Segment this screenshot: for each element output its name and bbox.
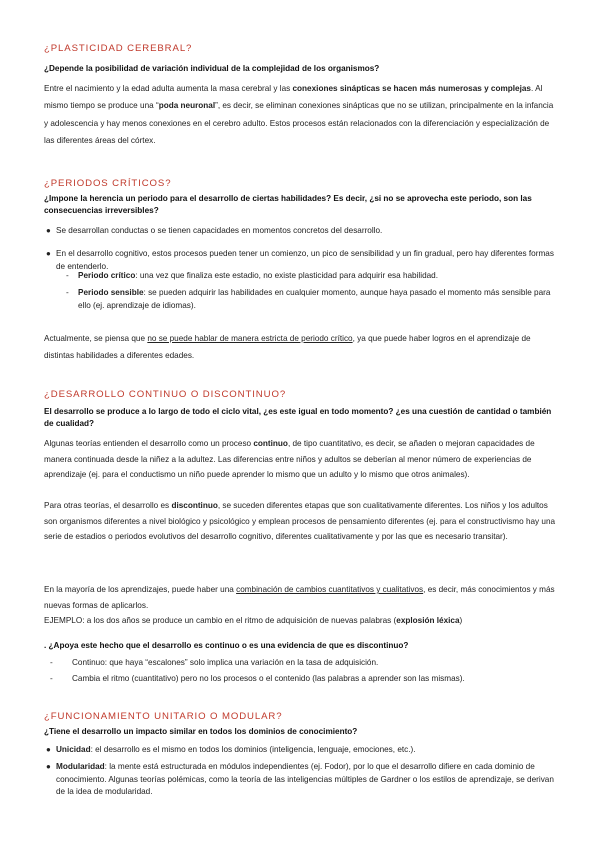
section-heading-funcionamiento: ¿FUNCIONAMIENTO UNITARIO O MODULAR? bbox=[44, 711, 283, 722]
dash-icon: - bbox=[66, 288, 69, 297]
text-run: EJEMPLO: a los dos años se produce un cambio en el ritmo de adquisición de nuevas palabras ( bbox=[44, 616, 397, 625]
list-item-text: Se desarrollan conductas o se tienen capacidades en momentos concretos del desarrollo. bbox=[56, 226, 383, 235]
bullet-icon: ● bbox=[46, 745, 51, 754]
paragraph-continuo bbox=[44, 436, 556, 483]
text-run: Actualmente, se piensa que bbox=[44, 334, 148, 343]
sub-list-item bbox=[66, 286, 556, 312]
list-item-text: Cambia el ritmo (cuantitativo) pero no los procesos o el contenido (las palabras a aprender son las mismas). bbox=[72, 674, 465, 683]
bullet-icon: ● bbox=[46, 249, 51, 258]
text-run: Entre el nacimiento y la edad adulta aumenta la masa cerebral y las bbox=[44, 84, 293, 93]
bold-run: continuo bbox=[253, 439, 288, 448]
text-run: ”, es decir, se eliminan conexiones sinápticas que no se utilizan, principalmente en la infancia y adolescencia y hay menos conexiones en el cerebro adulto. Estos procesos están relacionados con la diferenciación y especialización de las diferentes áreas del córtex. bbox=[44, 101, 554, 145]
paragraph-combinacion bbox=[44, 582, 556, 613]
dash-icon: - bbox=[66, 271, 69, 280]
list-item bbox=[46, 744, 556, 757]
dash-list-item bbox=[50, 657, 556, 669]
term-label: Periodo crítico bbox=[78, 271, 136, 280]
section-heading-desarrollo: ¿DESARROLLO CONTINUO O DISCONTINUO? bbox=[44, 389, 287, 400]
list-item bbox=[46, 761, 556, 799]
list-item-text: En el desarrollo cognitivo, estos procesos pueden tener un comienzo, un pico de sensibilidad y un fin gradual, pero hay diferentes formas de entenderlo. bbox=[56, 249, 554, 271]
dash-list-item bbox=[50, 673, 556, 685]
underlined-run: combinación de cambios cuantitativos y cualitativos bbox=[236, 585, 424, 594]
bold-run: conexiones sinápticas se hacen más numerosas y complejas bbox=[292, 84, 531, 93]
bullet-icon: ● bbox=[46, 226, 51, 235]
text-run: En la mayoría de los aprendizajes, puede haber una bbox=[44, 585, 237, 594]
term-label: Periodo sensible bbox=[78, 288, 144, 297]
section-question: ¿Tiene el desarrollo un impacto similar en todos los dominios de conocimiento? bbox=[44, 727, 358, 736]
term-label: Modularidad bbox=[56, 762, 105, 771]
text-run: , se suceden diferentes etapas que son cualitativamente diferentes. Los niños y los adultos son organismos diferentes a nivel biológico y psicológico y emplean procesos de pensamiento diferentes (ej. para el constructivismo hay una serie de estadios o periodos evolutivos del desarrollo cognitivo, diferentes cualitativamente y por las que es necesario transitar). bbox=[44, 501, 556, 541]
bold-run: poda neuronal bbox=[158, 101, 216, 111]
bold-run: discontinuo bbox=[171, 501, 218, 510]
text-run: , de tipo cuantitativo, es decir, se añaden o mejoran capacidades de manera continuada desde la niñez a la adultez. Las diferencias entre niños y adultos se deberían al menor número de experiencias de aprendizaje (ej. para el conductismo un niño puede aprender lo mismo que un adulto y lo mismo que otros animales). bbox=[44, 439, 535, 479]
section-heading-plasticidad: ¿PLASTICIDAD CEREBRAL? bbox=[44, 43, 193, 54]
list-item bbox=[46, 225, 556, 238]
sub-list-item bbox=[66, 269, 556, 282]
paragraph-plasticidad bbox=[44, 80, 556, 149]
list-item-text: Continuo: que haya “escalones” solo implica una variación en la tasa de adquisición. bbox=[72, 658, 379, 667]
paragraph-discontinuo bbox=[44, 498, 556, 545]
text-run: . Al mismo tiempo se produce una “ bbox=[44, 84, 543, 111]
section-question: ¿Depende la posibilidad de variación individual de la complejidad de los organismos? bbox=[44, 64, 380, 73]
term-label: Unicidad bbox=[56, 745, 91, 754]
term-text: : una vez que finaliza este estadio, no existe plasticidad para adquirir esa habilidad. bbox=[135, 271, 439, 280]
section-heading-periodos: ¿PERIODOS CRÍTICOS? bbox=[44, 178, 172, 189]
term-text: : se pueden adquirir las habilidades en cualquier momento, aunque haya pasado el momento más sensible para ello (ej. aprendizaje de idiomas). bbox=[78, 288, 551, 310]
paragraph-conclusion bbox=[44, 330, 556, 365]
bullet-icon: ● bbox=[46, 762, 51, 771]
text-run: , ya que puede haber logros en el aprendizaje de distintas habilidades a diferentes edades. bbox=[44, 334, 531, 361]
term-text: : la mente está estructurada en módulos independientes (ej. Fodor), por lo que el desarrollo difiere en cada dominio de conocimiento. Algunas teorías polémicas, como la teoría de las inteligencias múltiples de Gardner o los estilos de aprendizaje, se derivan de la idea de modularidad. bbox=[56, 762, 554, 796]
text-run: ) bbox=[459, 616, 463, 625]
underlined-run: no se puede hablar de manera estricta de periodo crítico bbox=[147, 334, 353, 343]
text-run: Para otras teorías, el desarrollo es bbox=[44, 501, 172, 510]
sub-question: . ¿Apoya este hecho que el desarrollo es continuo o es una evidencia de que es discontinuo? bbox=[44, 641, 409, 650]
bold-run: explosión léxica bbox=[396, 616, 460, 625]
term-text: : el desarrollo es el mismo en todos los dominios (inteligencia, lenguaje, emociones, etc.). bbox=[90, 745, 416, 754]
dash-icon: - bbox=[50, 674, 53, 683]
text-run: Algunas teorías entienden el desarrollo como un proceso bbox=[44, 439, 254, 448]
dash-icon: - bbox=[50, 658, 53, 667]
section-question: ¿Impone la herencia un periodo para el desarrollo de ciertas habilidades? Es decir, ¿si no se aprovecha este periodo, son las consecuencias irreversibles? bbox=[44, 194, 532, 215]
text-run: , es decir, más conocimientos y más nuevas formas de aplicarlos. bbox=[44, 585, 555, 610]
paragraph-ejemplo bbox=[44, 613, 556, 629]
section-question: El desarrollo se produce a lo largo de todo el ciclo vital, ¿es este igual en todo momento? ¿es una cuestión de cantidad o también de cualidad? bbox=[44, 407, 552, 428]
